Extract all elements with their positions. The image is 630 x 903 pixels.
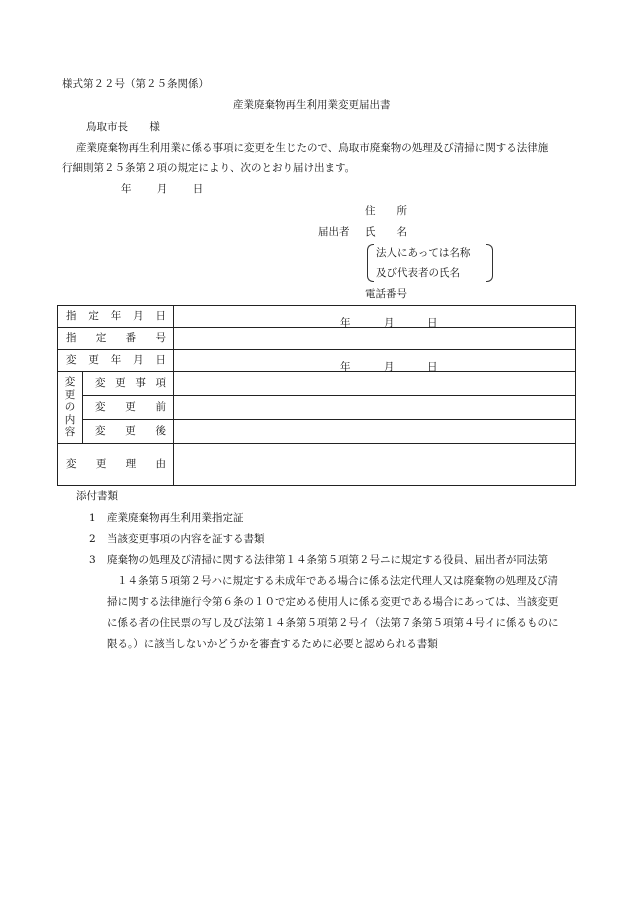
filer-label: 届出者 [318, 226, 350, 238]
corporate-note-line-1: 法人にあっては名称 [376, 247, 471, 259]
designation-date-field[interactable]: 年 月 日 [174, 306, 576, 328]
attachment-3-line-2: １４条第５項第２号ハに規定する未成年である場合に係る法定代理人又は廃棄物の処理及び清 [117, 575, 558, 587]
change-item-label: 変 更 事 項 [95, 377, 166, 390]
change-date-label: 変 更 年 月 日 [66, 354, 166, 367]
intro-line-2: 行細則第２５条第２項の規定により、次のとおり届け出ます。 [62, 162, 356, 174]
addressee-honorific: 様 [149, 121, 160, 133]
designation-number-label: 指 定 番 号 [66, 332, 166, 345]
after-change-field[interactable] [174, 420, 576, 444]
form-number: 様式第２２号（第２５条関係） [62, 78, 209, 90]
date-month-label: 月 [156, 183, 168, 195]
before-change-label: 変 更 前 [95, 401, 166, 414]
addressee-name: 鳥取市長 [86, 121, 128, 133]
after-change-label: 変 更 後 [95, 425, 166, 438]
change-content-label: 変 更 の 内 容 [58, 372, 83, 444]
row-designation-number [58, 328, 576, 350]
phone-label: 電話番号 [365, 288, 407, 300]
attachment-3-number: 3 [89, 554, 96, 566]
row-before-change [58, 396, 576, 420]
designation-date-label: 指 定 年 月 日 [66, 310, 166, 323]
corporate-note-line-2: 及び代表者の氏名 [376, 267, 460, 279]
attachment-3-line-5: 限る。）に該当しないかどうかを審査するために必要と認められる書類 [107, 638, 438, 650]
left-bracket [367, 244, 374, 282]
row-after-change [58, 420, 576, 444]
row-designation-date [58, 306, 576, 328]
attachment-1-text: 産業廃棄物再生利用業指定証 [107, 512, 244, 524]
document-title: 産業廃棄物再生利用業変更届出書 [233, 99, 391, 111]
name-label: 氏 名 [365, 226, 407, 238]
attachment-3-line-4: に係る者の住民票の写し及び法第１４条第５項第２号イ（法第７条第５項第４号イに係るものに [107, 617, 559, 629]
row-change-item [58, 372, 576, 396]
attachment-3-line-3: 掃に関する法律施行令第６条の１０で定める使用人に係る変更である場合にあっては、当該変更 [107, 596, 559, 608]
attachment-2-number: 2 [89, 533, 96, 545]
change-item-field[interactable] [174, 372, 576, 396]
before-change-field[interactable] [174, 396, 576, 420]
attachment-3-line-1: 廃棄物の処理及び清掃に関する法律第１４条第５項第２号ニに規定する役員、届出者が同法第 [107, 554, 548, 566]
change-reason-field[interactable] [174, 444, 576, 486]
attachment-1-number: 1 [89, 512, 96, 524]
change-reason-label: 変 更 理 由 [66, 458, 166, 471]
change-date-field[interactable]: 年 月 日 [174, 350, 576, 372]
addressee [86, 121, 160, 134]
intro-line-1: 産業廃棄物再生利用業に係る事項に変更を生じたので、鳥取市廃棄物の処理及び清掃に関する法律施 [76, 142, 549, 154]
attachments-heading: 添付書類 [76, 490, 118, 502]
change-form-table [57, 305, 576, 486]
right-bracket [486, 244, 493, 282]
row-change-reason [58, 444, 576, 486]
date-day-label: 日 [192, 183, 204, 195]
submission-date[interactable] [121, 183, 203, 196]
date-year-label: 年 [121, 183, 132, 195]
designation-number-field[interactable] [174, 328, 576, 350]
attachment-2-text: 当該変更事項の内容を証する書類 [107, 533, 265, 545]
row-change-date [58, 350, 576, 372]
address-label: 住 所 [365, 205, 407, 217]
